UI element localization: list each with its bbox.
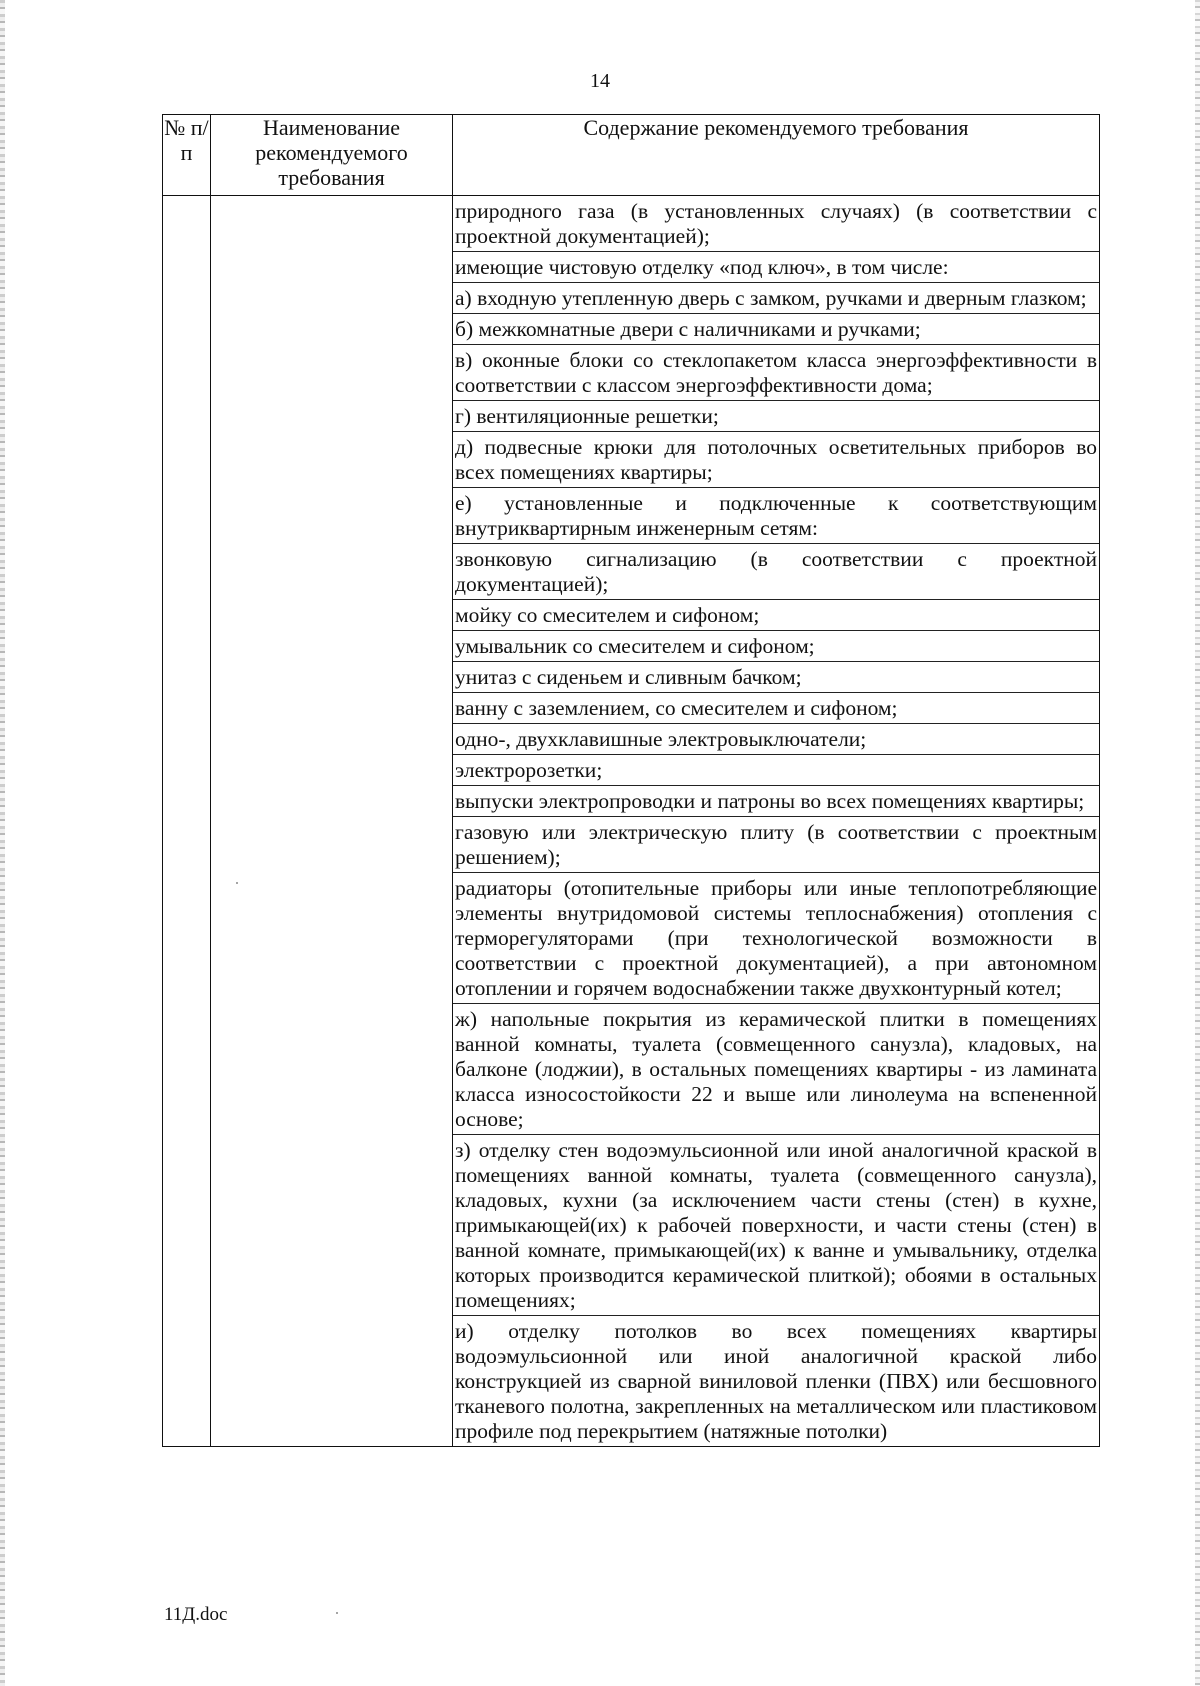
paragraph: природного газа (в установленных случаях) (в соответствии с проектной документацией); [453, 196, 1099, 252]
paragraph: электророзетки; [453, 755, 1099, 786]
paragraph: унитаз с сиденьем и сливным бачком; [453, 662, 1099, 693]
paragraph: звонковую сигнализацию (в соответствии с проектной документацией); [453, 544, 1099, 600]
paragraph: умывальник со смесителем и сифоном; [453, 631, 1099, 662]
cell-name [211, 196, 453, 1447]
paragraph: в) оконные блоки со стеклопакетом класса энергоэффективности в соответствии с классом энергоэффективности дома; [453, 345, 1099, 401]
scan-edge-left [0, 0, 5, 1686]
scan-speck [236, 882, 238, 884]
page-number: 14 [590, 70, 610, 92]
paragraph: выпуски электропроводки и патроны во всех помещениях квартиры; [453, 786, 1099, 817]
paragraph: одно-, двухклавишные электровыключатели; [453, 724, 1099, 755]
cell-number [163, 196, 211, 1447]
scan-speck [336, 1612, 338, 1614]
paragraph: мойку со смесителем и сифоном; [453, 600, 1099, 631]
paragraph: е) установленные и подключенные к соответствующим внутриквартирным инженерным сетям: [453, 488, 1099, 544]
table-header-row [163, 115, 1100, 196]
paragraph: а) входную утепленную дверь с замком, ручками и дверным глазком; [453, 283, 1099, 314]
paragraph: имеющие чистовую отделку «под ключ», в том числе: [453, 252, 1099, 283]
paragraph: газовую или электрическую плиту (в соответствии с проектным решением); [453, 817, 1099, 873]
header-content: Содержание рекомендуемого требования [453, 115, 1100, 196]
paragraph: г) вентиляционные решетки; [453, 401, 1099, 432]
paragraph: д) подвесные крюки для потолочных осветительных приборов во всех помещениях квартиры; [453, 432, 1099, 488]
cell-content [453, 196, 1100, 1447]
header-number: № п/п [163, 115, 211, 196]
paragraph: и) отделку потолков во всех помещениях квартиры водоэмульсионной или иной аналогичной краской либо конструкцией из сварной виниловой пленки (ПВХ) или бесшовного тканевого полотна, закрепленных на металлическом или пластиковом профиле под перекрытием (натяжные потолки) [455, 1319, 1097, 1443]
paragraph: радиаторы (отопительные приборы или иные теплопотребляющие элементы внутридомовой системы теплоснабжения) отопления с терморегуляторами (при технологической возможности в соответствии с проектной документацией), а при автономном отоплении и горячем водоснабжении также двухконтурный котел; [453, 873, 1099, 1004]
paragraph: б) межкомнатные двери с наличниками и ручками; [453, 314, 1099, 345]
table-row [163, 196, 1100, 1447]
footer-doc-name: 11Д.doc [164, 1604, 228, 1625]
paragraph: ж) напольные покрытия из керамической плитки в помещениях ванной комнаты, туалета (совмещенного санузла), кладовых, на балконе (лоджии), в остальных помещениях квартиры - из ламината класса износостойкости 22 и выше или линолеума на вспененной основе; [453, 1004, 1099, 1135]
paragraph: ванну с заземлением, со смесителем и сифоном; [453, 693, 1099, 724]
scan-edge-right [1195, 0, 1200, 1686]
paragraph: з) отделку стен водоэмульсионной или иной аналогичной краской в помещениях ванной комнаты, туалета (совмещенного санузла), кладовых, кухни (за исключением части стены (стен) в кухне, примыкающей(их) к рабочей поверхности, и части стены (стен) в ванной комнате, примыкающей(их) к ванне и умывальнику, отделка которых производится керамической плиткой); обоями в остальных помещениях; [453, 1135, 1099, 1316]
requirements-table [162, 114, 1100, 1447]
header-name: Наименование рекомендуемого требования [211, 115, 453, 196]
